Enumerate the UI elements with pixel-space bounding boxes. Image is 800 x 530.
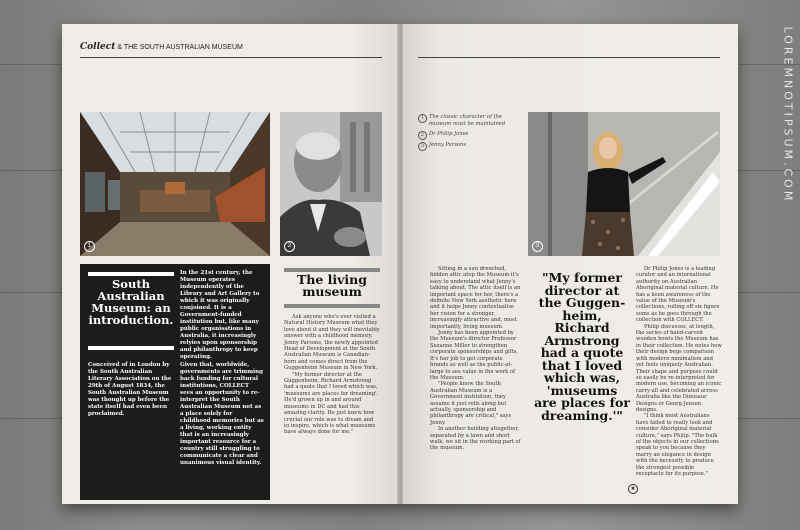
caption-number-3: 3 [418, 142, 427, 151]
right-paragraph-1: Sitting in a sun drenched, hidden attic atop the Museum it's easy to understand what Jenny's talking about. The attic itself is an important space for her, there's a definite New York aesthetic here and it helps Jenny contextualise her vision for a stronger, increasingly attractive and, most importantly, living museum. [430, 266, 521, 330]
photo-number-3: 3 [532, 241, 543, 252]
caption-3 [418, 142, 518, 149]
caption-number-2: 2 [418, 131, 427, 140]
intro-paragraph-1: Conceived of in London by the South Australian Literary Association on the 29th of August 1834, the South Australian Museum was thought up before the state itself had even been proclaimed. [88, 362, 172, 417]
caption-1 [418, 114, 518, 127]
photo-number-1: 1 [84, 241, 95, 252]
end-mark-icon: ✖ [628, 484, 638, 494]
header-rule [80, 57, 382, 58]
watermark [778, 26, 795, 204]
spine-shadow [397, 24, 403, 504]
museum-hall-photo [80, 112, 270, 256]
philip-jones-portrait [280, 112, 382, 256]
living-museum-bottom-bar [284, 304, 380, 308]
philip-paragraph-2: Philip discusses, at length, the series of hand-carved wooden bowls the Museum has in their collection. He notes how their design begs comparison with modern minimalism and yet feels uniquely Australian. Their shape and purpose could so easily be re-interpreted for modern use, becoming an iconic carry-all and celebrated across Australia like the Dinosaur Designs or Georg Jensen designs. [636, 323, 722, 413]
right-paragraph-2: Jenny has been appointed by the Museum's director Professor Suzanne Miller to strengthen corporate sponsorships and gifts. It's her job to get corporate brands as well as the public-at-large to see value in the work of the Museum. [430, 330, 519, 381]
page-header [80, 42, 243, 52]
intro-top-bar [88, 272, 174, 276]
living-museum-body [284, 314, 380, 436]
pull-quote: "My former director at the Guggen-heim, Richard Armstrong had a quote that I loved which was, 'museums are places for dreaming.'" [534, 270, 630, 423]
intro-paragraph-3: Given that, worldwide, governments are trimming back funding for cultural institutions, COLLECT sees an opportunity to re-interpret the South Australian Museum not as a place solely for childhood memories but as a living, working entity that is an increasingly important resource for a country still struggling to communicate a clear and unanimous visual identity. [180, 362, 264, 466]
left-page [62, 24, 400, 504]
caption-text-2: Dr Philip Jones [429, 131, 469, 137]
right-header-rule [418, 57, 720, 58]
right-page [400, 24, 738, 504]
jenny-parsons-photo [528, 112, 720, 256]
watermark-text: LOREMNOTIPSUM.COM [781, 26, 795, 204]
header-subtitle: & THE SOUTH AUSTRALIAN MUSEUM [117, 44, 243, 51]
living-museum-paragraph-1: Ask anyone who's ever visited a Natural History Museum what they love about it and they will inevitably answer with a childhood memory. Jenny Parsons, the newly appointed Head of Development at the South Australian Museum is Canadian-born and comes direct from the Guggenheim Museum in New York. [284, 314, 380, 372]
intro-bottom-bar [88, 346, 174, 350]
right-paragraph-3: "People know the South Australian Museum is a Government institution, they assume it just rolls along but actually, sponsorship and philanthropy are critical," says Jenny. [430, 381, 512, 426]
caption-text-3: Jenny Parsons [429, 141, 467, 148]
right-column-3 [636, 266, 722, 477]
philip-paragraph-1: Dr Philip Jones is a leading curator and an international authority on Australian Aboriginal material culture. He has a keen awareness of the value of the Museum's collections, rolling off six figure sums as he goes through the collection with COLLECT. [636, 266, 720, 324]
living-museum-title: The living museum [296, 272, 368, 299]
brand-logo: Collect [80, 42, 116, 52]
philip-paragraph-3: "I think most Australians have failed to really look and consider Aboriginal material culture," says Philip. "The bulk of the objects in our collections speak to you because they marry an elegance in design with the necessity to produce the strongest possible receptacle for its purpose." [636, 413, 719, 477]
right-paragraph-4: In another building altogether, separated by a lawn and short walk, we sit in the working part of the museum. [430, 426, 521, 452]
photo-number-2: 2 [284, 241, 295, 252]
photo-captions [418, 114, 518, 152]
caption-number-1: 1 [418, 114, 427, 123]
intro-box [80, 264, 270, 500]
living-museum-paragraph-2: "My former director at the Guggenheim, Richard Armstrong had a quote that I loved which was, 'museums are places for dreaming'. He'd grown up in and around museums in DC and had this amazing clarity. He just knew how crucial our role was to dream and to inspire, which is what museums have always done for me." [284, 371, 379, 436]
intro-title: South Australian Museum: an introduction. [88, 277, 174, 327]
intro-paragraph-2: In the 21st century, the Museum operates independently of the Library and Art Gallery to which it was originally conjoined. It is a Government-funded institution but, like many public organisations in Australia, it increasingly relyies upon sponsorship and philanthropy to keep operating. [180, 270, 260, 360]
caption-2 [418, 131, 518, 138]
caption-text-1: The classic character of the museum must be maintained [429, 114, 506, 127]
magazine-spread [62, 24, 738, 504]
right-column-1 [430, 266, 522, 452]
